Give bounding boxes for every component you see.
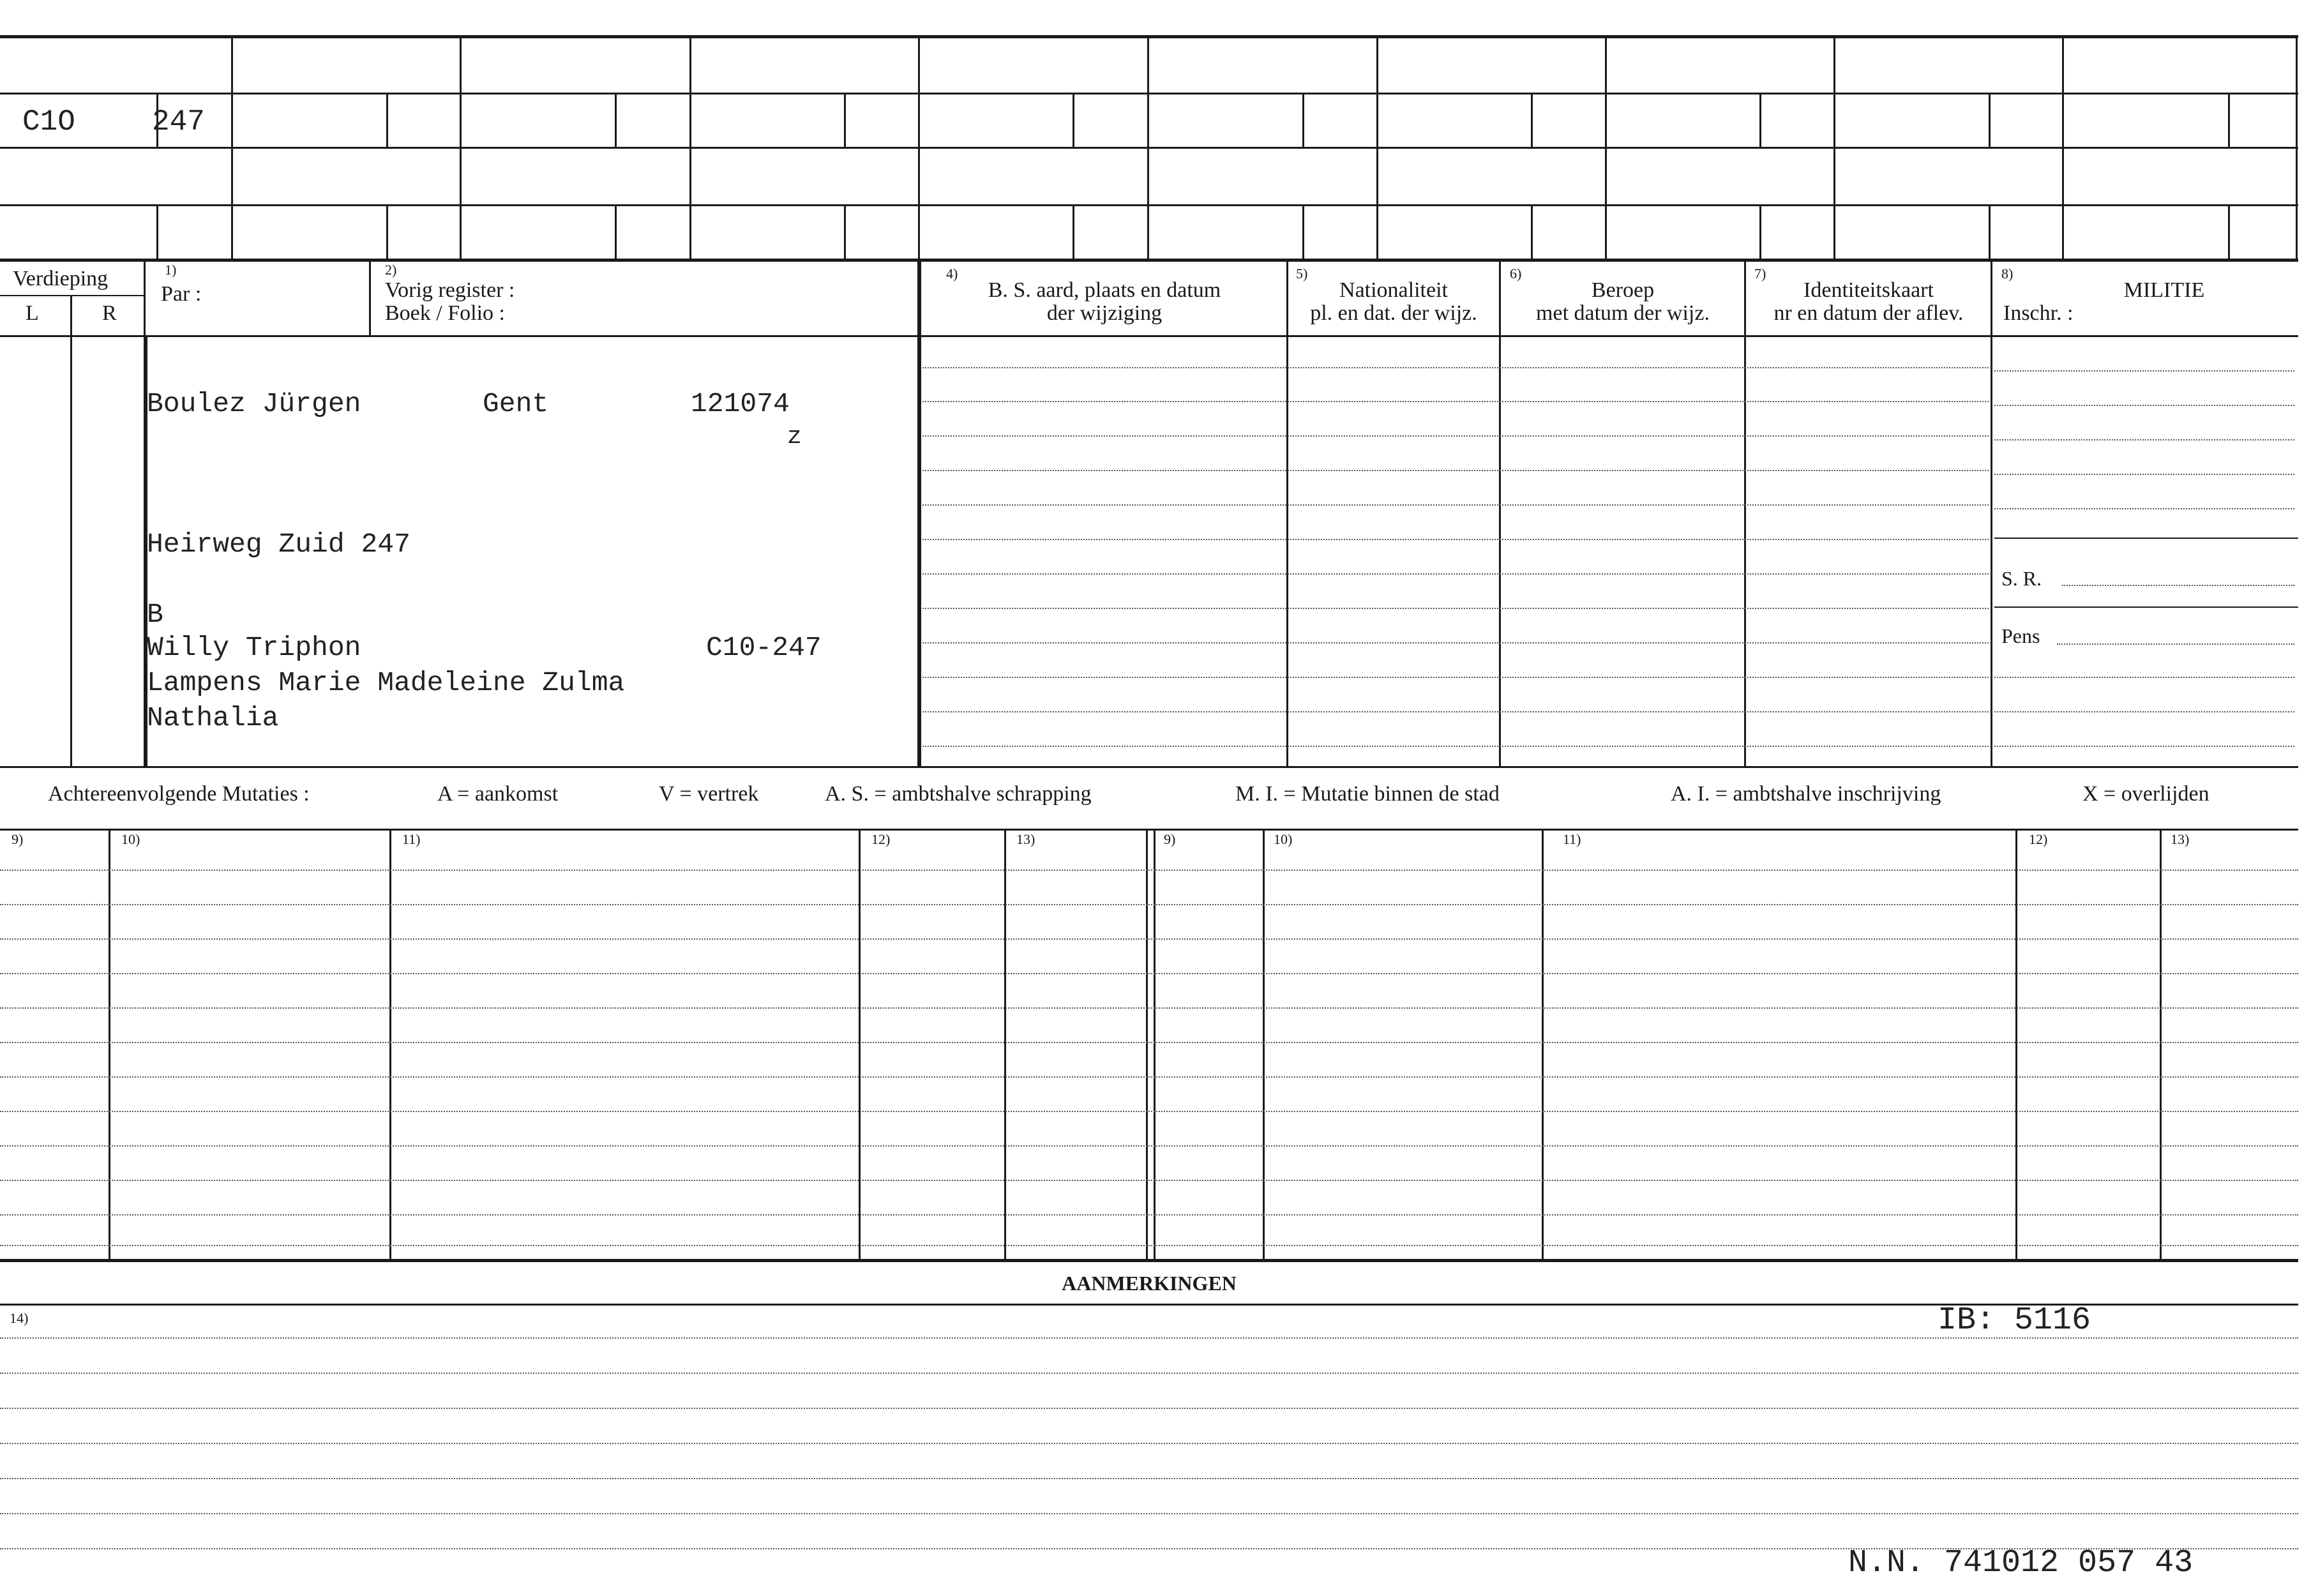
top-grid-line: [0, 93, 2298, 94]
person-mother: Lampens Marie Madeleine Zulma: [147, 667, 625, 698]
person-mark: B: [147, 599, 163, 630]
top-grid-major: [1147, 35, 1149, 262]
remarks-row-line: [0, 1478, 2298, 1479]
pens-label: Pens: [2001, 624, 2040, 647]
pens-line: [2057, 644, 2294, 645]
militie-inschr: Inschr. :: [2003, 301, 2074, 325]
top-grid-major: [460, 35, 462, 262]
col1-num: 1): [165, 262, 177, 278]
top-grid-minor: [615, 204, 617, 259]
remarks-row-line: [0, 1443, 2298, 1444]
legend-ai: A. I. = ambtshalve inschrijving: [1671, 782, 1941, 806]
col7-line1: Identiteitskaart: [1803, 278, 1934, 302]
top-grid-minor: [1073, 204, 1074, 259]
mutation-col-sep: [109, 829, 110, 1259]
mutation-col-sep: [2160, 829, 2162, 1259]
col7-left-border: [1744, 262, 1746, 766]
col5-line1: Nationaliteit: [1339, 278, 1448, 302]
top-grid-line: [0, 147, 2298, 149]
mutation-row-line: [0, 1042, 2298, 1043]
mutation-col-sep: [2015, 829, 2017, 1259]
person-extra: Nathalia: [147, 702, 279, 734]
mutation-row-line: [0, 1180, 2298, 1181]
mutation-row-line: [0, 1111, 2298, 1112]
remarks-row-line: [0, 1408, 2298, 1409]
entry-row-line: [922, 470, 1989, 471]
person-name: Boulez Jürgen: [147, 388, 361, 419]
mutation-col-num: 13): [2171, 831, 2190, 847]
remarks-ib: IB: 5116: [1938, 1302, 2091, 1339]
mutation-row-line: [0, 1245, 2298, 1246]
col2-num: 2): [385, 262, 397, 278]
col7-num: 7): [1754, 266, 1766, 282]
entry-row-line: [922, 677, 1989, 678]
mutation-col-num: 10): [121, 831, 140, 847]
person-father: Willy Triphon: [147, 632, 361, 663]
mutation-row-line: [0, 938, 2298, 940]
col4-num: 4): [946, 266, 958, 282]
top-grid-major: [1833, 35, 1835, 262]
legend-title: Achtereenvolgende Mutaties :: [48, 782, 310, 806]
series-code: C1O: [22, 105, 75, 139]
top-grid-minor: [1531, 204, 1533, 259]
militie-row-line: [1994, 711, 2294, 712]
header-sep: [144, 262, 146, 335]
top-grid-major: [231, 35, 233, 262]
remarks-num: 14): [10, 1310, 29, 1326]
remarks-row-line: [0, 1513, 2298, 1514]
top-grid-major: [2062, 35, 2064, 262]
top-grid-major: [1605, 35, 1607, 262]
remarks-row-line: [0, 1373, 2298, 1374]
remarks-row-line: [0, 1337, 2298, 1339]
top-grid-line: [0, 204, 2298, 206]
militie-row-line: [1994, 405, 2294, 406]
top-grid-minor: [2228, 204, 2230, 259]
mutation-row-line: [0, 904, 2298, 905]
top-grid-minor: [156, 204, 158, 259]
verdieping-right: R: [102, 301, 117, 325]
mutation-col-num: 12): [871, 831, 891, 847]
person-previous-ref: C10-247: [706, 632, 822, 663]
mutation-col-num: 9): [1164, 831, 1176, 847]
sr-line: [2062, 585, 2294, 586]
top-grid-minor: [1759, 93, 1761, 147]
top-grid-minor: [1302, 204, 1304, 259]
legend-x: X = overlijden: [2082, 782, 2209, 806]
mutation-col-sep: [1263, 829, 1265, 1259]
top-grid-minor: [844, 204, 846, 259]
mutation-col-num: 13): [1016, 831, 1035, 847]
top-grid-minor: [1989, 204, 1991, 259]
col5-left-border: [1286, 262, 1288, 766]
top-grid-major: [1376, 35, 1378, 262]
sr-label: S. R.: [2001, 567, 2042, 590]
remarks-nn: N.N. 741012 057 43: [1848, 1545, 2194, 1581]
verdieping-left: L: [26, 301, 39, 325]
header-sep: [369, 262, 371, 335]
mutation-row-line: [0, 1145, 2298, 1147]
top-grid-minor: [1302, 93, 1304, 147]
mutations-top: [0, 829, 2298, 831]
militie-title: MILITIE: [2123, 278, 2205, 302]
mutation-col-sep: [389, 829, 391, 1259]
top-grid-bottom: [0, 259, 2298, 262]
legend-as: A. S. = ambtshalve schrapping: [825, 782, 1092, 806]
header-bottom: [0, 335, 2298, 337]
mutation-row-line: [0, 870, 2298, 871]
militie-row-line: [1994, 508, 2294, 509]
entry-row-line: [922, 642, 1989, 644]
mutation-row-line: [0, 973, 2298, 974]
mutation-col-num: 10): [1274, 831, 1293, 847]
person-code: z: [787, 423, 802, 451]
militie-row-line: [1994, 677, 2294, 678]
col6-left-border: [1499, 262, 1501, 766]
militie-row-line: [1994, 474, 2294, 475]
top-grid-minor: [386, 93, 388, 147]
militie-row-line: [1994, 370, 2294, 372]
col2-line1: Vorig register :: [385, 278, 515, 302]
person-birthplace: Gent: [483, 388, 549, 419]
mutation-col-num: 12): [2029, 831, 2048, 847]
mutation-row-line: [0, 1214, 2298, 1216]
mutation-col-num: 9): [11, 831, 24, 847]
entry-row-line: [922, 539, 1989, 540]
top-grid-minor: [1989, 93, 1991, 147]
militie-row-line: [1994, 439, 2294, 440]
mutation-col-sep: [1146, 829, 1148, 1259]
house-number: 247: [152, 105, 205, 139]
col7-line2: nr en datum der aflev.: [1773, 301, 1964, 325]
top-grid-minor: [1759, 204, 1761, 259]
top-grid-minor: [1073, 93, 1074, 147]
mutations-bottom: [0, 1259, 2298, 1262]
top-grid-minor: [2228, 93, 2230, 147]
col4-left-border: [917, 262, 921, 766]
mutation-col-sep: [1154, 829, 1156, 1259]
militie-divider: [1994, 606, 2298, 608]
col8-num: 8): [2001, 266, 2014, 282]
legend-v: V = vertrek: [659, 782, 759, 806]
entry-row-line: [922, 401, 1989, 402]
entry-row-line: [922, 367, 1989, 368]
mutation-col-sep: [1004, 829, 1006, 1259]
person-address: Heirweg Zuid 247: [147, 529, 410, 560]
entry-row-line: [922, 608, 1989, 609]
entry-row-line: [922, 746, 1989, 747]
mutation-row-line: [0, 1076, 2298, 1078]
top-grid-major: [2296, 35, 2298, 262]
top-grid-minor: [1531, 93, 1533, 147]
entry-row-line: [922, 504, 1989, 506]
top-grid-minor: [386, 204, 388, 259]
entry-row-line: [922, 711, 1989, 712]
legend-a: A = aankomst: [437, 782, 559, 806]
mutation-col-sep: [1542, 829, 1544, 1259]
col1-label: Par :: [161, 282, 202, 306]
col2-line2: Boek / Folio :: [385, 301, 505, 325]
entry-row-line: [922, 435, 1989, 437]
mutation-col-num: 11): [402, 831, 421, 847]
col5-num: 5): [1296, 266, 1308, 282]
militie-row-line: [1994, 746, 2294, 747]
col6-line1: Beroep: [1591, 278, 1655, 302]
remarks-title: AANMERKINGEN: [1062, 1272, 1237, 1295]
person-block-bottom: [0, 766, 2298, 768]
legend-mi: M. I. = Mutatie binnen de stad: [1235, 782, 1500, 806]
col6-line2: met datum der wijz.: [1536, 301, 1710, 325]
militie-divider: [1994, 538, 2298, 539]
col4-line2: der wijziging: [1046, 301, 1163, 325]
col4-line1: B. S. aard, plaats en datum: [988, 278, 1221, 302]
col8-left-border: [1991, 262, 1992, 766]
mutation-col-num: 11): [1563, 831, 1581, 847]
verdieping-split: [70, 295, 72, 767]
top-grid-minor: [615, 93, 617, 147]
top-grid-major: [689, 35, 691, 262]
col5-line2: pl. en dat. der wijz.: [1310, 301, 1477, 325]
top-grid-major: [918, 35, 920, 262]
entry-row-line: [922, 573, 1989, 575]
person-birthdate: 121074: [691, 388, 790, 419]
mutation-row-line: [0, 1007, 2298, 1009]
top-border: [0, 35, 2298, 38]
mutation-col-sep: [859, 829, 861, 1259]
verdieping-label: Verdieping: [13, 267, 109, 290]
col6-num: 6): [1510, 266, 1522, 282]
top-grid-minor: [844, 93, 846, 147]
